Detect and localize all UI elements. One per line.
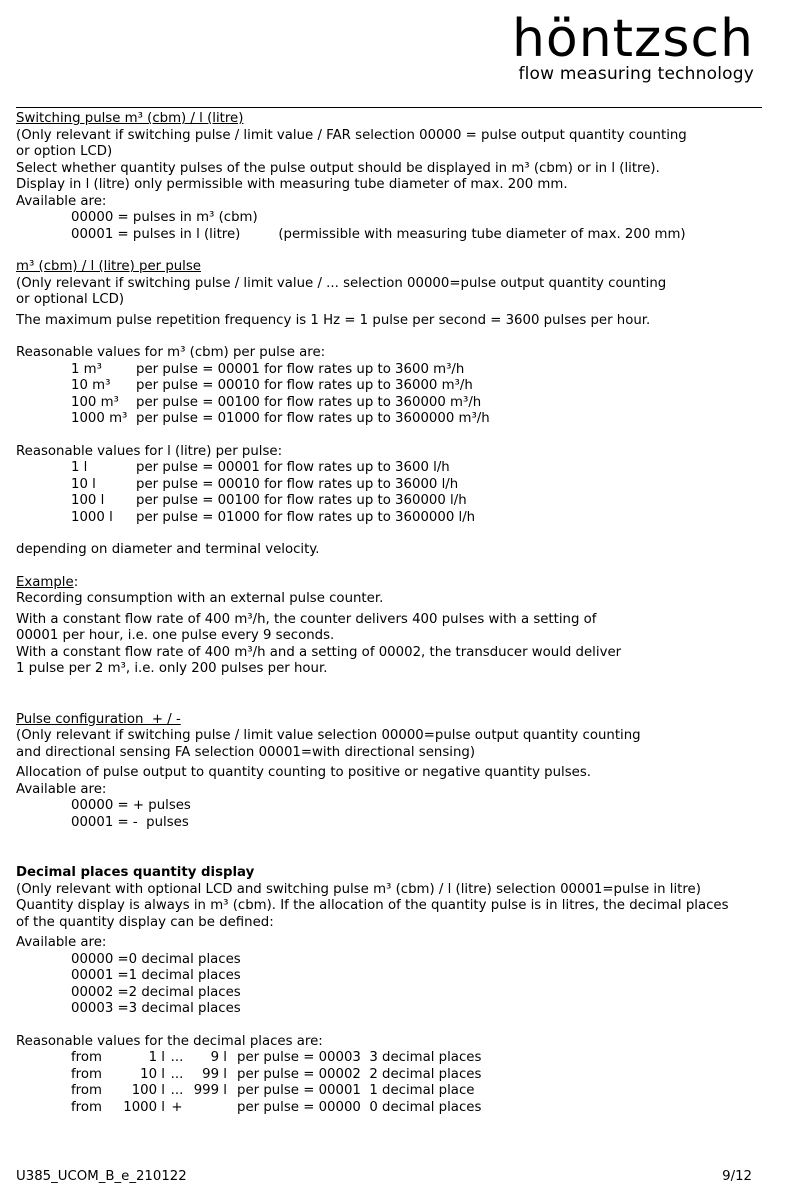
text-line: With a constant flow rate of 400 m³/h, the counter delivers 400 pulses with a setting of <box>16 611 597 627</box>
text-line: The maximum pulse repetition frequency is 1 Hz = 1 pulse per second = 3600 pulses per hour. <box>16 312 651 328</box>
text-line: depending on diameter and terminal velocity. <box>16 542 320 557</box>
brand-tagline: flow measuring technology <box>518 64 754 84</box>
text-line: (Only relevant if switching pulse / limit value selection 00000=pulse output quantity counting <box>16 728 641 743</box>
document-id: U385_UCOM_B_e_210122 <box>16 1169 187 1184</box>
text-line: 1 pulse per 2 m³, i.e. only 200 pulses per hour. <box>16 661 328 676</box>
option-line: 00000 =0 decimal places <box>71 951 241 967</box>
text-line: Reasonable values for l (litre) per pulse: <box>16 443 283 459</box>
text-line: and directional sensing FA selection 00001=with directional sensing) <box>16 744 476 760</box>
section-heading-pulse-config: Pulse configuration + / - <box>16 711 181 727</box>
text-line: Quantity display is always in m³ (cbm). If the allocation of the quantity pulse is in litres, the decimal places <box>16 898 729 913</box>
value-row: 1000 m³ per pulse = 01000 for flow rates up to 3600000 m³/h <box>71 411 490 426</box>
text-line: Reasonable values for the decimal places are: <box>16 1033 323 1049</box>
value-row: 10 l per pulse = 00010 for flow rates up to 36000 l/h <box>71 476 459 492</box>
decimal-row: from 100 l ... 999 l per pulse = 00001 1 decimal place <box>71 1083 475 1098</box>
text-line: (Only relevant with optional LCD and switching pulse m³ (cbm) / l (litre) selection 00001=pulse in litre) <box>16 881 701 897</box>
option-line: 00001 =1 decimal places <box>71 968 241 983</box>
text-line: Reasonable values for m³ (cbm) per pulse are: <box>16 345 326 360</box>
text-line: (Only relevant if switching pulse / limit value / FAR selection 00000 = pulse output quantity counting <box>16 127 687 143</box>
text-line: of the quantity display can be defined: <box>16 914 274 930</box>
header-divider <box>16 107 762 108</box>
text-line: Display in l (litre) only permissible with measuring tube diameter of max. 200 mm. <box>16 177 568 192</box>
value-row: 1000 l per pulse = 01000 for flow rates up to 3600000 l/h <box>71 509 476 525</box>
page-number: 9/12 <box>722 1169 752 1184</box>
text-line: Allocation of pulse output to quantity counting to positive or negative quantity pulses. <box>16 765 591 780</box>
value-row: 1 m³ per pulse = 00001 for flow rates up to 3600 m³/h <box>71 361 465 377</box>
value-row: 1 l per pulse = 00001 for flow rates up to 3600 l/h <box>71 460 450 475</box>
value-row: 10 m³ per pulse = 00010 for flow rates up to 36000 m³/h <box>71 378 473 393</box>
text-line: Available are: <box>16 935 107 950</box>
example-heading: Example: <box>16 574 79 590</box>
section-heading-decimal: Decimal places quantity display <box>16 865 255 880</box>
section-heading-per-pulse: m³ (cbm) / l (litre) per pulse <box>16 259 201 274</box>
decimal-row: from 10 l ... 99 l per pulse = 00002 2 decimal places <box>71 1066 482 1082</box>
text-line: (Only relevant if switching pulse / limit value / ... selection 00000=pulse output quantity counting <box>16 275 667 291</box>
text-line: or option LCD) <box>16 144 113 159</box>
option-line: 00000 = + pulses <box>71 798 191 813</box>
text-line: Select whether quantity pulses of the pulse output should be displayed in m³ (cbm) or in l (litre). <box>16 160 660 176</box>
text-line: or optional LCD) <box>16 292 125 307</box>
option-line: 00002 =2 decimal places <box>71 984 241 1000</box>
option-line: 00003 =3 decimal places <box>71 1001 241 1016</box>
text-line: Recording consumption with an external pulse counter. <box>16 591 384 606</box>
text-line: With a constant flow rate of 400 m³/h and a setting of 00002, the transducer would deliver <box>16 644 622 660</box>
value-row: 100 l per pulse = 00100 for flow rates up to 360000 l/h <box>71 493 467 508</box>
decimal-row: from 1000 l + per pulse = 00000 0 decimal places <box>71 1099 482 1115</box>
option-line: 00001 = - pulses <box>71 814 189 830</box>
text-line: Available are: <box>16 193 107 209</box>
text-line: Available are: <box>16 781 107 797</box>
text-line: 00001 per hour, i.e. one pulse every 9 seconds. <box>16 628 335 643</box>
document-body <box>16 111 776 1116</box>
brand-logo <box>511 9 754 84</box>
option-line: 00000 = pulses in m³ (cbm) <box>71 210 258 225</box>
option-line: 00001 = pulses in l (litre) (permissible with measuring tube diameter of max. 200 mm) <box>71 226 686 242</box>
decimal-row: from 1 l ... 9 l per pulse = 00003 3 decimal places <box>71 1050 482 1065</box>
brand-name: höntzsch <box>511 9 754 69</box>
value-row: 100 m³ per pulse = 00100 for flow rates up to 360000 m³/h <box>71 394 482 410</box>
section-heading-switching: Switching pulse m³ (cbm) / l (litre) <box>16 111 244 126</box>
